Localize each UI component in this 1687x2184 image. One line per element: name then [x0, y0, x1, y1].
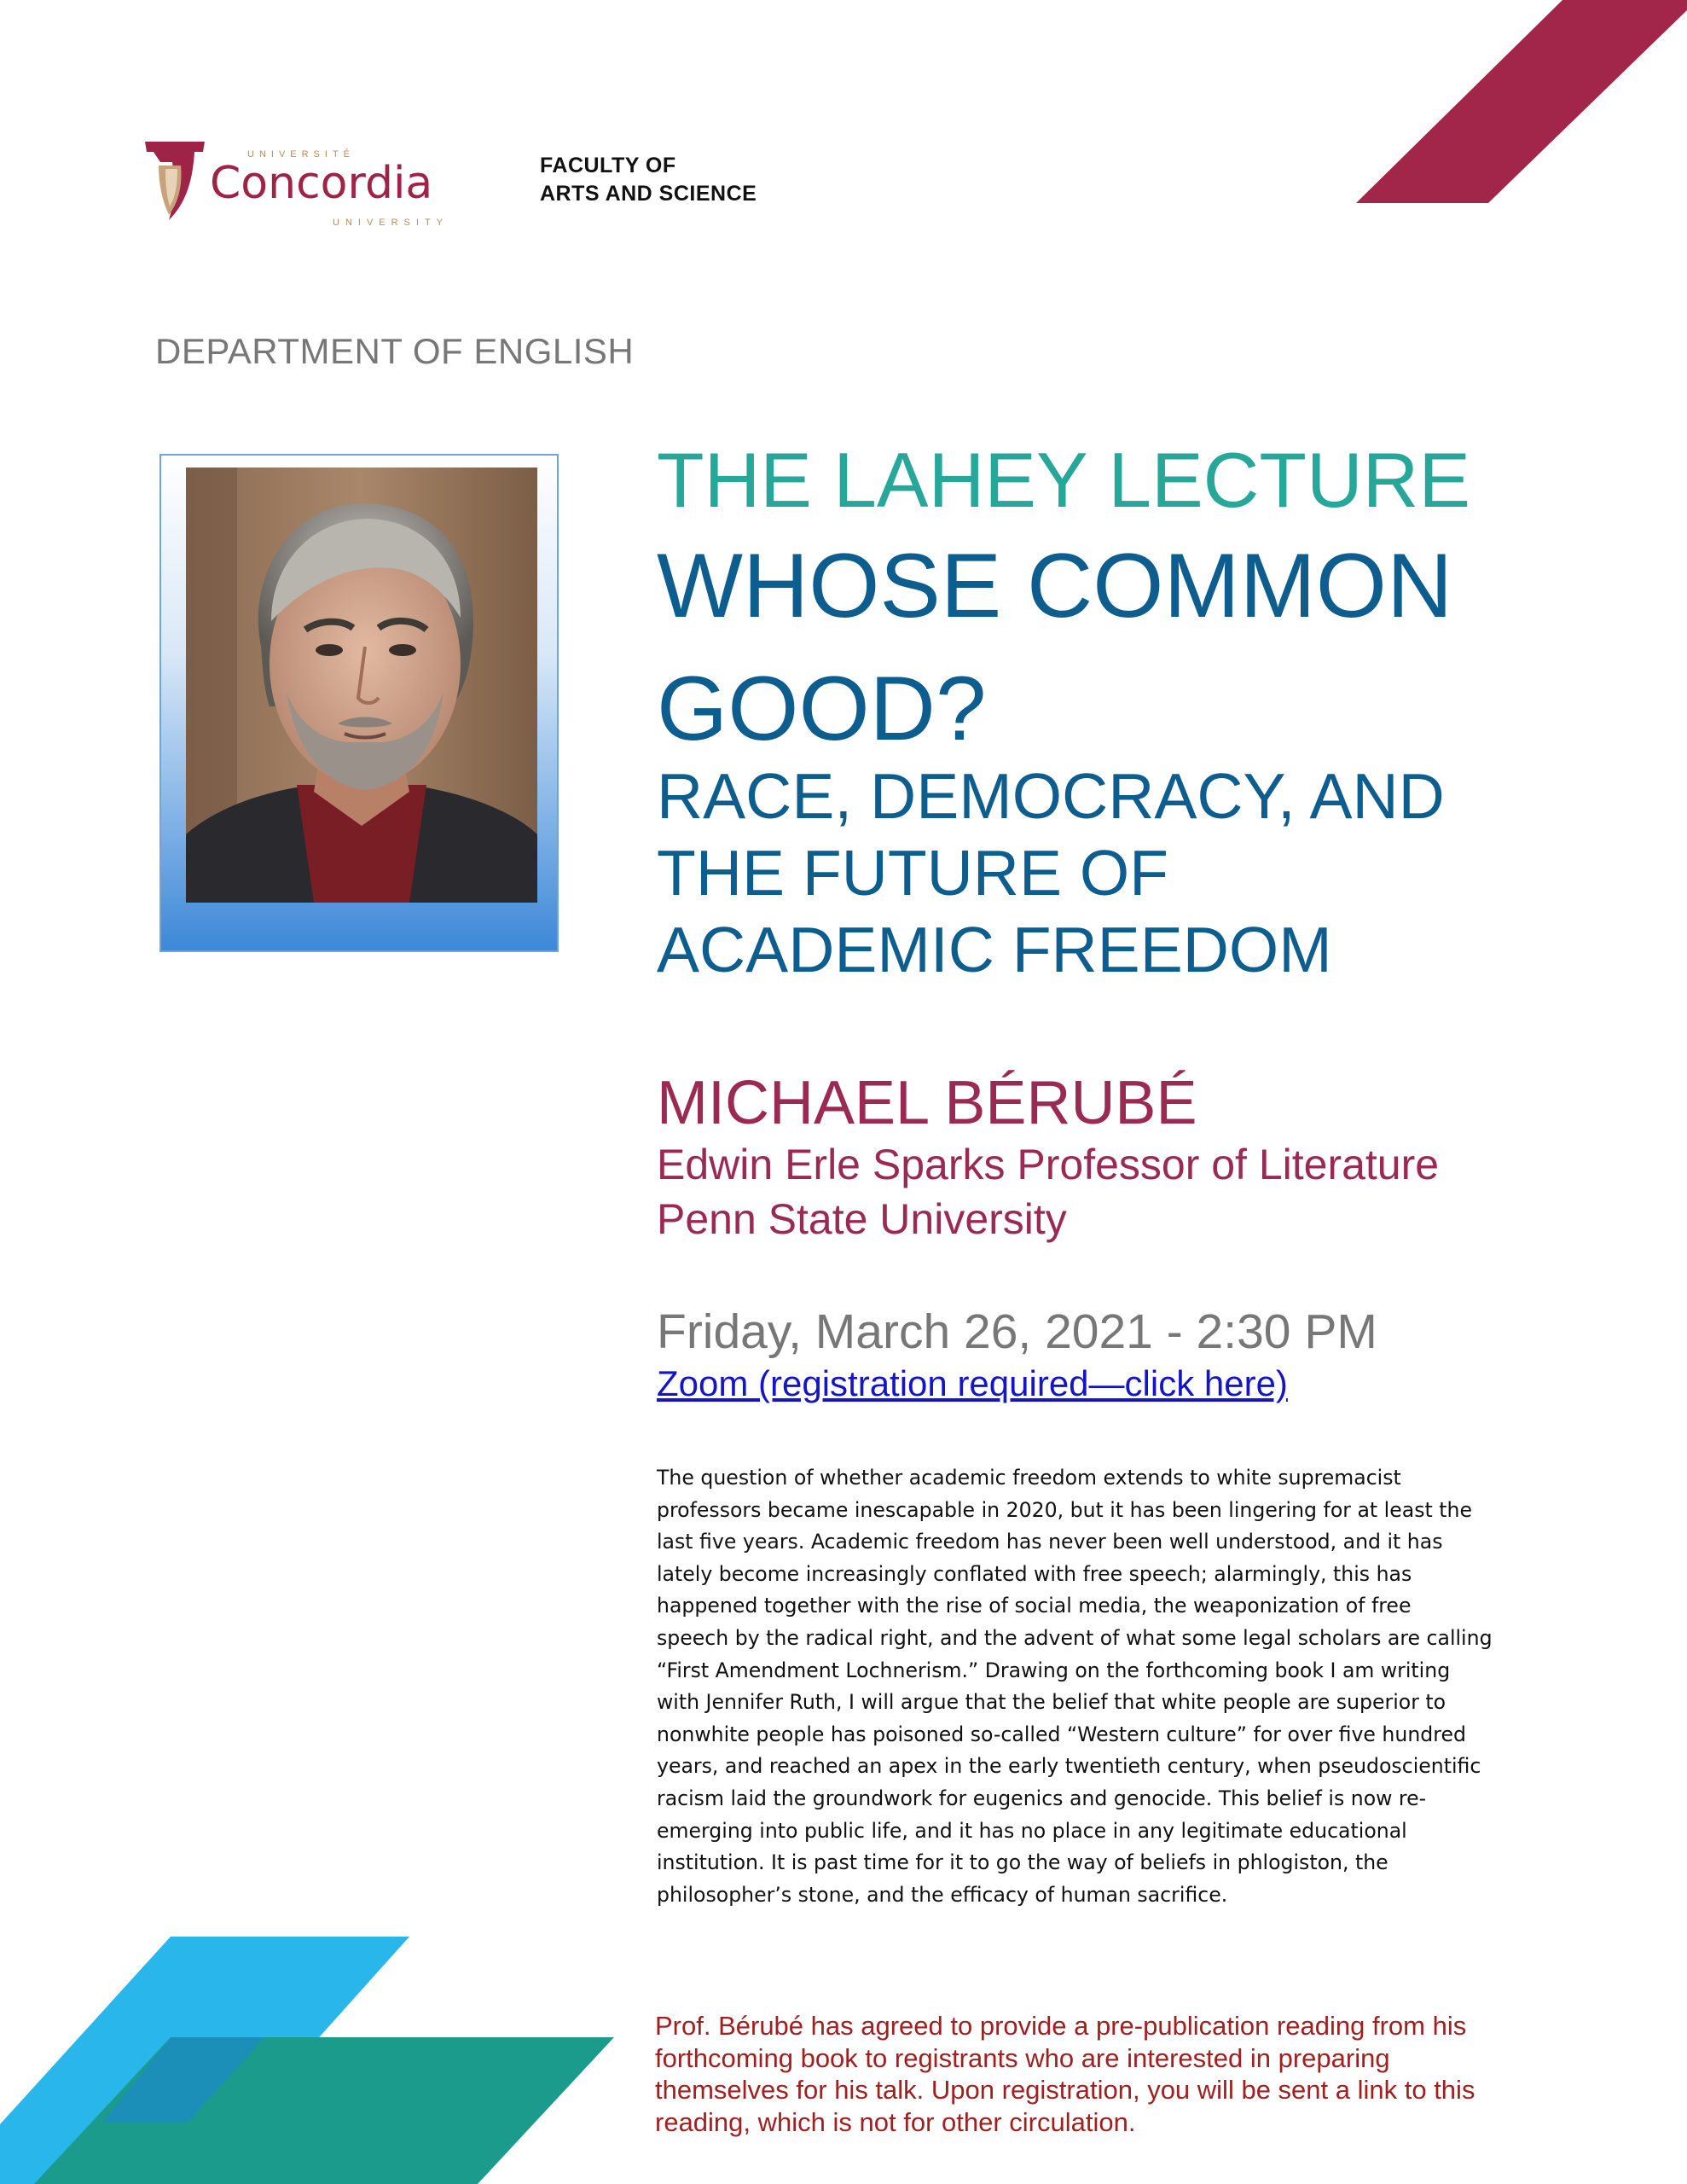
abstract-line: institution. It is past time for it to go the way of beliefs in phlogiston, the — [657, 1850, 1388, 1875]
abstract-line: last five years. Academic freedom has never been well understood, and it has — [657, 1530, 1443, 1554]
note-line: Prof. Bérubé has agreed to provide a pre-publication reading from his — [655, 2011, 1467, 2041]
corner-decoration — [1356, 0, 1687, 205]
logo-bottom-text: UNIVERSITY — [333, 218, 449, 228]
abstract-line: happened together with the rise of social media, the weaponization of free — [657, 1594, 1412, 1618]
event-subtitle-line-3: ACADEMIC FREEDOM — [657, 914, 1332, 985]
event-title-line-2: GOOD? — [657, 657, 987, 759]
speaker-photo — [186, 468, 537, 903]
abstract-line: lately become increasingly conflated with free speech; alarmingly, this has — [657, 1561, 1412, 1586]
lecture-series: THE LAHEY LECTURE — [657, 438, 1471, 524]
event-subtitle-line-1: RACE, DEMOCRACY, AND — [657, 760, 1445, 832]
faculty-line-1: FACULTY OF — [540, 154, 676, 177]
logo-top-text: UNIVERSITÉ — [247, 149, 356, 160]
abstract-line: philosopher’s stone, and the efficacy of human sacrifice. — [657, 1882, 1228, 1907]
abstract-line: The question of whether academic freedom extends to white supremacist — [657, 1466, 1401, 1490]
logo-name: Concordia — [210, 158, 433, 209]
abstract-line: with Jennifer Ruth, I will argue that the belief that white people are superior to — [657, 1690, 1446, 1715]
zoom-registration-link[interactable]: Zoom (registration required—click here) — [657, 1363, 1288, 1403]
speaker-institution: Penn State University — [657, 1195, 1067, 1243]
registration-note — [655, 2010, 1542, 2138]
note-line: reading, which is not for other circulation. — [655, 2106, 1136, 2137]
bottom-decoration — [0, 1937, 614, 2184]
abstract-line: speech by the radical right, and the advent of what some legal scholars are calling — [657, 1625, 1493, 1650]
event-datetime: Friday, March 26, 2021 - 2:30 PM — [657, 1304, 1377, 1359]
abstract-line: racism laid the groundwork for eugenics and genocide. This belief is now re- — [657, 1786, 1427, 1810]
note-line: themselves for his talk. Upon registration, you will be sent a link to this — [655, 2075, 1475, 2105]
faculty-line-2: ARTS AND SCIENCE — [540, 182, 757, 206]
abstract-line: emerging into public life, and it has no place in any legitimate educational — [657, 1818, 1407, 1843]
note-line: forthcoming book to registrants who are interested in preparing — [655, 2042, 1390, 2073]
abstract-line: “First Amendment Lochnerism.” Drawing on the forthcoming book I am writing — [657, 1658, 1451, 1682]
speaker-role: Edwin Erle Sparks Professor of Literature — [657, 1141, 1440, 1188]
abstract-line: nonwhite people has poisoned so-called “Western culture” for over five hundred — [657, 1722, 1466, 1746]
abstract — [657, 1462, 1527, 1911]
abstract-line: years, and reached an apex in the early twentieth century, when pseudoscientific — [657, 1754, 1481, 1779]
abstract-line: professors became inescapable in 2020, but it has been lingering for at least the — [657, 1497, 1472, 1522]
department-label: DEPARTMENT OF ENGLISH — [155, 331, 635, 371]
concordia-logo — [143, 136, 501, 239]
event-subtitle-line-2: THE FUTURE OF — [657, 837, 1168, 909]
concordia-shield-icon — [145, 142, 205, 220]
speaker-name: MICHAEL BÉRUBÉ — [657, 1069, 1197, 1137]
event-title-line-1: WHOSE COMMON — [657, 534, 1453, 636]
